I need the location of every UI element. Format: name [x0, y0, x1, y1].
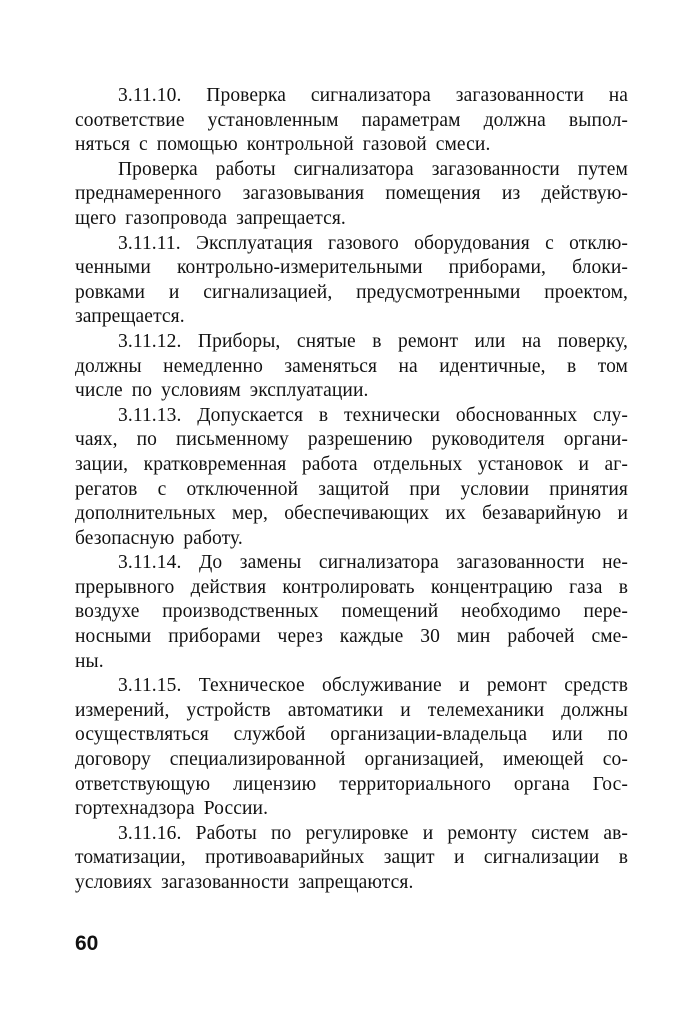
text-line: дополнительных мер, обеспечивающих их безаварийную и	[75, 503, 628, 525]
paragraph-3-11-14	[75, 551, 628, 674]
text-line: безопасную работу.	[75, 527, 243, 549]
text-line: щего газопровода запрещается.	[75, 207, 346, 229]
text-line: 3.11.13. Допускается в технически обоснованных слу-	[118, 404, 628, 426]
text-line: 3.11.14. До замены сигнализатора загазованности не-	[118, 552, 628, 574]
text-line: числе по условиям эксплуатации.	[75, 380, 369, 402]
paragraph-3-11-10	[75, 84, 628, 158]
text-line: должны немедленно заменяться на идентичные, в том	[75, 355, 628, 377]
text-line: зации, кратковременная работа отдельных установок и аг-	[75, 453, 628, 475]
text-line: томатизации, противоаварийных защит и сигнализации в	[75, 847, 628, 869]
paragraph-3-11-15	[75, 674, 628, 822]
text-line: носными приборами через каждые 30 мин рабочей сме-	[75, 626, 628, 648]
text-line: ченными контрольно-измерительными приборами, блоки-	[75, 257, 628, 279]
paragraph-3-11-13	[75, 404, 628, 552]
text-line: договору специализированной организацией, имеющей со-	[75, 749, 628, 771]
text-line: 3.11.12. Приборы, снятые в ремонт или на поверку,	[118, 330, 628, 352]
text-line: 3.11.11. Эксплуатация газового оборудования с отклю-	[118, 232, 628, 254]
text-line: регатов с отключенной защитой при условии принятия	[75, 478, 628, 500]
text-line: соответствие установленным параметрам должна выпол-	[75, 109, 628, 131]
text-line: ровками и сигнализацией, предусмотренными проектом,	[75, 281, 628, 303]
page-number: 60	[75, 932, 99, 955]
text-line: условиях загазованности запрещаются.	[75, 872, 414, 893]
paragraph-3-11-10-continued	[75, 158, 628, 232]
text-line: 3.11.16. Работы по регулировке и ремонту систем ав-	[118, 822, 628, 844]
text-line: прерывного действия контролировать концентрацию газа в	[75, 576, 628, 598]
text-line: осуществляться службой организации-владельца или по	[75, 724, 628, 746]
text-line: воздухе производственных помещений необходимо пере-	[75, 601, 628, 623]
text-line: ответствующую лицензию территориального органа Гос-	[75, 773, 628, 795]
text-line: ны.	[75, 650, 104, 672]
text-line: измерений, устройств автоматики и телемеханики должны	[75, 699, 628, 721]
text-line: чаях, по письменному разрешению руководителя органи-	[75, 429, 628, 451]
document-page	[75, 84, 628, 896]
text-line: преднамеренного загазовывания помещения из действую-	[75, 183, 628, 205]
paragraph-3-11-16	[75, 822, 628, 896]
text-line: 3.11.10. Проверка сигнализатора загазованности на	[118, 85, 628, 106]
text-line: запрещается.	[75, 306, 185, 328]
text-line: 3.11.15. Техническое обслуживание и ремонт средств	[118, 675, 628, 697]
text-line: гортехнадзора России.	[75, 798, 269, 820]
paragraph-3-11-12	[75, 330, 628, 404]
text-line: няться с помощью контрольной газовой смеси.	[75, 134, 491, 156]
text-line: Проверка работы сигнализатора загазованности путем	[118, 158, 628, 180]
paragraph-3-11-11	[75, 232, 628, 330]
